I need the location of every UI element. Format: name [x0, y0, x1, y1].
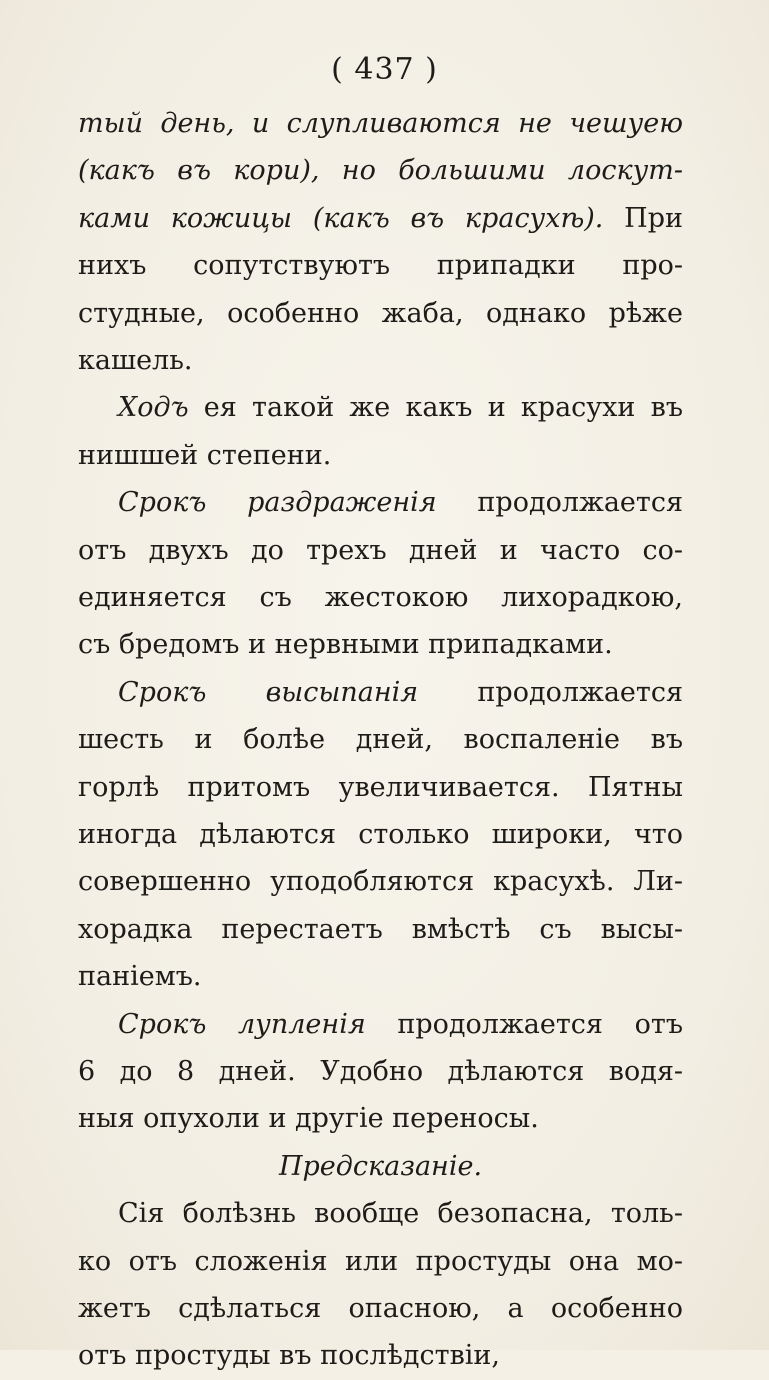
text-line	[78, 100, 683, 148]
italic-text-segment: Срокъ высыпанія	[118, 677, 419, 708]
text-segment: отъ двухъ до трехъ дней и часто со-	[78, 535, 683, 566]
text-line	[78, 432, 683, 480]
text-line	[118, 384, 683, 432]
text-segment: продолжается	[418, 677, 683, 708]
text-line	[78, 621, 683, 669]
italic-text-segment: Ходъ	[118, 392, 189, 423]
text-segment: шесть и болѣе дней, воспаленіе въ	[78, 724, 683, 755]
text-segment: совершенно уподобляются красухѣ. Ли-	[78, 866, 683, 897]
text-line	[118, 1001, 683, 1049]
text-line	[78, 1285, 683, 1333]
text-segment: ко отъ сложенія или простуды она мо-	[78, 1246, 683, 1277]
text-segment: отъ простуды въ послѣдствіи,	[78, 1340, 500, 1371]
text-segment: ныя опухоли и другіе переносы.	[78, 1103, 539, 1134]
text-line	[78, 1048, 683, 1096]
italic-text-segment: Предсказаніе.	[278, 1151, 483, 1182]
text-segment: хорадка перестаетъ вмѣстѣ съ высы-	[78, 914, 683, 945]
text-line	[78, 811, 683, 859]
text-segment: жетъ сдѣлаться опасною, а особенно	[78, 1293, 683, 1324]
text-line	[78, 574, 683, 622]
text-segment: единяется съ жестокою лихорадкою,	[78, 582, 683, 613]
italic-text-segment: Срокъ раздраженія	[118, 487, 437, 518]
text-line	[78, 906, 683, 954]
italic-text-segment: (какъ въ кори), но большими лоскут-	[78, 155, 683, 186]
text-line	[78, 1332, 683, 1380]
text-line	[78, 858, 683, 906]
text-segment: иногда дѣлаются столько широки, что	[78, 819, 683, 850]
text-segment: нихъ сопутствуютъ припадки про-	[78, 250, 683, 281]
text-line	[118, 479, 683, 527]
italic-text-segment: ками кожицы (какъ въ красухѣ).	[78, 203, 604, 234]
text-segment: ея такой же какъ и красухи въ	[188, 392, 683, 423]
text-segment: Сія болѣзнь вообще безопасна, толь-	[118, 1198, 683, 1229]
text-line	[78, 716, 683, 764]
text-segment: паніемъ.	[78, 961, 202, 992]
text-line	[118, 669, 683, 717]
text-segment: нишшей степени.	[78, 440, 332, 471]
section-heading	[78, 1143, 683, 1191]
text-segment: продолжается	[436, 487, 683, 518]
text-segment: горлѣ притомъ увеличивается. Пятны	[78, 772, 683, 803]
text-segment: 6 до 8 дней. Удобно дѣлаются водя-	[78, 1056, 683, 1087]
text-segment: При	[603, 203, 683, 234]
text-segment: съ бредомъ и нервными припадками.	[78, 629, 613, 660]
italic-text-segment: тый день, и слупливаются не чешуею	[78, 108, 683, 139]
text-line	[78, 195, 683, 243]
text-line	[78, 1095, 683, 1143]
text-line	[118, 1190, 683, 1238]
text-segment: кашель.	[78, 345, 193, 376]
text-line	[78, 527, 683, 575]
text-segment: студные, особенно жаба, однако рѣже	[78, 298, 683, 329]
page-number: ( 437 )	[331, 52, 438, 87]
text-line	[78, 764, 683, 812]
text-line	[78, 1238, 683, 1286]
italic-text-segment: Срокъ лупленія	[118, 1009, 366, 1040]
text-line	[78, 147, 683, 195]
text-line	[78, 242, 683, 290]
text-line	[78, 953, 683, 1001]
text-segment: продолжается отъ	[365, 1009, 683, 1040]
text-line	[78, 337, 683, 385]
text-line	[78, 290, 683, 338]
